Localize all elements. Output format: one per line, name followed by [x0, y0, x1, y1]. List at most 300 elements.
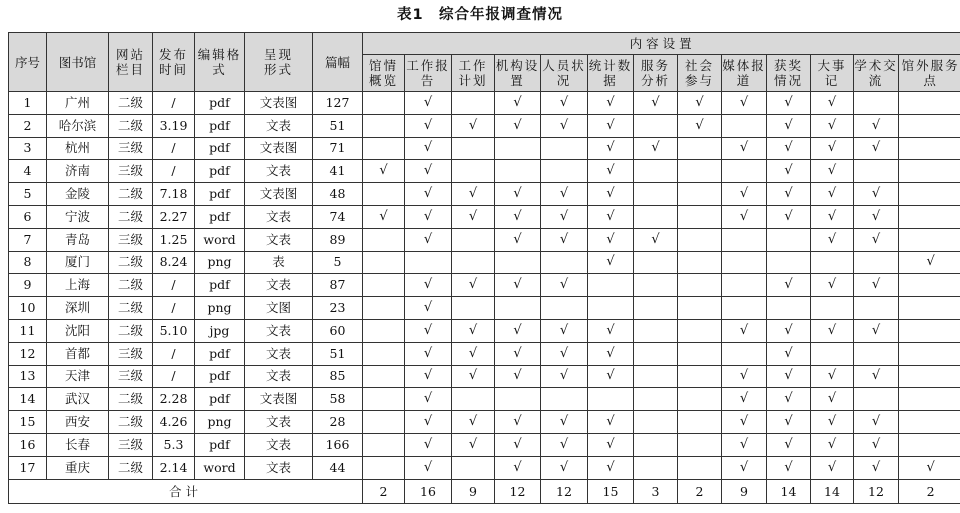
- cell-check: √: [811, 274, 854, 297]
- cell-check: √: [678, 114, 722, 137]
- cell-check: [452, 92, 495, 115]
- cell-check: √: [767, 319, 811, 342]
- cell-library: 首都: [47, 342, 109, 365]
- cell-format: pdf: [195, 92, 245, 115]
- cell-check: √: [495, 205, 541, 228]
- cell-check: √: [495, 92, 541, 115]
- cell-check: [541, 137, 588, 160]
- cell-column: 二级: [109, 456, 153, 479]
- total-value: 2: [899, 479, 960, 503]
- cell-form: 文表: [245, 365, 313, 388]
- cell-check: [452, 160, 495, 183]
- cell-check: √: [405, 342, 452, 365]
- total-value: 9: [452, 479, 495, 503]
- cell-check: √: [405, 160, 452, 183]
- cell-column: 二级: [109, 183, 153, 206]
- cell-check: [363, 228, 405, 251]
- cell-check: √: [588, 456, 634, 479]
- cell-column: 二级: [109, 297, 153, 320]
- header-content-item: 社会参与: [678, 55, 722, 92]
- cell-check: [363, 433, 405, 456]
- cell-check: √: [767, 92, 811, 115]
- cell-check: [678, 183, 722, 206]
- cell-no: 15: [9, 411, 47, 434]
- cell-format: png: [195, 251, 245, 274]
- cell-check: √: [854, 456, 899, 479]
- cell-column: 三级: [109, 342, 153, 365]
- cell-library: 杭州: [47, 137, 109, 160]
- cell-check: [854, 297, 899, 320]
- total-value: 12: [541, 479, 588, 503]
- cell-check: √: [811, 365, 854, 388]
- cell-column: 三级: [109, 160, 153, 183]
- cell-check: [541, 251, 588, 274]
- cell-pages: 51: [313, 342, 363, 365]
- cell-pages: 44: [313, 456, 363, 479]
- cell-check: √: [767, 388, 811, 411]
- cell-check: [363, 274, 405, 297]
- cell-check: √: [854, 319, 899, 342]
- cell-check: √: [767, 342, 811, 365]
- cell-check: [363, 365, 405, 388]
- cell-format: png: [195, 411, 245, 434]
- cell-check: √: [405, 297, 452, 320]
- cell-no: 16: [9, 433, 47, 456]
- cell-check: [767, 251, 811, 274]
- header-form: 呈现形式: [245, 33, 313, 92]
- cell-pages: 60: [313, 319, 363, 342]
- cell-check: √: [495, 456, 541, 479]
- table-row: [9, 92, 960, 115]
- table-row: [9, 114, 960, 137]
- cell-check: √: [495, 114, 541, 137]
- cell-time: /: [153, 342, 195, 365]
- cell-check: √: [854, 274, 899, 297]
- cell-library: 厦门: [47, 251, 109, 274]
- cell-check: [811, 297, 854, 320]
- cell-check: [722, 274, 767, 297]
- header-no: 序号: [9, 33, 47, 92]
- cell-check: [634, 251, 678, 274]
- cell-check: √: [767, 411, 811, 434]
- cell-check: [767, 228, 811, 251]
- cell-check: [899, 205, 960, 228]
- cell-check: [678, 160, 722, 183]
- cell-check: [722, 342, 767, 365]
- cell-column: 二级: [109, 251, 153, 274]
- cell-check: √: [495, 274, 541, 297]
- header-content-item: 服务分析: [634, 55, 678, 92]
- table-row: [9, 388, 960, 411]
- header-pages: 篇幅: [313, 33, 363, 92]
- table-row: [9, 205, 960, 228]
- cell-check: √: [634, 92, 678, 115]
- cell-check: [363, 137, 405, 160]
- table-row: [9, 365, 960, 388]
- cell-time: 4.26: [153, 411, 195, 434]
- cell-check: √: [767, 137, 811, 160]
- cell-time: 8.24: [153, 251, 195, 274]
- cell-check: √: [811, 92, 854, 115]
- cell-check: √: [588, 205, 634, 228]
- report-table: [8, 32, 960, 504]
- cell-pages: 85: [313, 365, 363, 388]
- cell-form: 文表图: [245, 92, 313, 115]
- cell-pages: 89: [313, 228, 363, 251]
- cell-check: [588, 388, 634, 411]
- cell-no: 1: [9, 92, 47, 115]
- cell-check: √: [541, 92, 588, 115]
- cell-column: 二级: [109, 114, 153, 137]
- cell-check: √: [541, 228, 588, 251]
- cell-check: √: [767, 365, 811, 388]
- cell-check: √: [722, 456, 767, 479]
- cell-check: [899, 342, 960, 365]
- cell-form: 文表: [245, 114, 313, 137]
- cell-check: √: [495, 433, 541, 456]
- cell-check: √: [405, 411, 452, 434]
- cell-time: 7.18: [153, 183, 195, 206]
- cell-check: [678, 251, 722, 274]
- cell-check: √: [722, 92, 767, 115]
- cell-check: √: [722, 411, 767, 434]
- cell-check: [678, 228, 722, 251]
- cell-check: [452, 388, 495, 411]
- total-value: 2: [363, 479, 405, 503]
- cell-check: √: [405, 319, 452, 342]
- cell-check: [452, 228, 495, 251]
- cell-check: [541, 160, 588, 183]
- cell-pages: 51: [313, 114, 363, 137]
- header-content-item: 大事记: [811, 55, 854, 92]
- table-row: [9, 228, 960, 251]
- cell-check: √: [811, 228, 854, 251]
- cell-time: /: [153, 365, 195, 388]
- cell-check: [363, 342, 405, 365]
- cell-pages: 58: [313, 388, 363, 411]
- cell-check: √: [405, 228, 452, 251]
- header-content-item: 统计数据: [588, 55, 634, 92]
- cell-check: [811, 251, 854, 274]
- cell-check: √: [363, 160, 405, 183]
- cell-check: [899, 319, 960, 342]
- cell-format: pdf: [195, 433, 245, 456]
- cell-check: √: [811, 433, 854, 456]
- total-value: 14: [767, 479, 811, 503]
- cell-check: √: [405, 92, 452, 115]
- header-content-item: 工作计划: [452, 55, 495, 92]
- cell-check: [899, 114, 960, 137]
- cell-check: √: [541, 342, 588, 365]
- cell-check: [678, 205, 722, 228]
- cell-check: [634, 456, 678, 479]
- cell-check: √: [854, 433, 899, 456]
- table-row: [9, 456, 960, 479]
- table-row: [9, 297, 960, 320]
- header-content-item: 馆外服务点: [899, 55, 960, 92]
- cell-check: √: [495, 342, 541, 365]
- cell-library: 广州: [47, 92, 109, 115]
- cell-pages: 87: [313, 274, 363, 297]
- cell-time: /: [153, 160, 195, 183]
- cell-check: √: [588, 160, 634, 183]
- cell-check: [634, 205, 678, 228]
- cell-check: [634, 411, 678, 434]
- cell-column: 二级: [109, 388, 153, 411]
- cell-check: [634, 297, 678, 320]
- cell-check: √: [363, 205, 405, 228]
- cell-time: /: [153, 137, 195, 160]
- cell-pages: 5: [313, 251, 363, 274]
- cell-pages: 74: [313, 205, 363, 228]
- header-content-item: 获奖情况: [767, 55, 811, 92]
- cell-check: √: [722, 183, 767, 206]
- cell-check: [722, 251, 767, 274]
- cell-format: pdf: [195, 114, 245, 137]
- cell-library: 武汉: [47, 388, 109, 411]
- cell-format: pdf: [195, 137, 245, 160]
- cell-check: [634, 274, 678, 297]
- cell-check: √: [452, 411, 495, 434]
- cell-form: 文表图: [245, 388, 313, 411]
- cell-check: [363, 411, 405, 434]
- cell-check: √: [722, 137, 767, 160]
- total-row: [9, 479, 960, 503]
- cell-form: 表: [245, 251, 313, 274]
- cell-check: [899, 92, 960, 115]
- cell-check: [634, 319, 678, 342]
- cell-check: [541, 297, 588, 320]
- cell-no: 3: [9, 137, 47, 160]
- cell-format: pdf: [195, 342, 245, 365]
- cell-form: 文表: [245, 228, 313, 251]
- cell-column: 三级: [109, 228, 153, 251]
- cell-library: 深圳: [47, 297, 109, 320]
- cell-check: [495, 160, 541, 183]
- total-value: 15: [588, 479, 634, 503]
- total-value: 12: [495, 479, 541, 503]
- header-content: 内容设置: [363, 33, 960, 55]
- cell-time: 2.14: [153, 456, 195, 479]
- cell-no: 14: [9, 388, 47, 411]
- cell-check: √: [811, 114, 854, 137]
- cell-check: [452, 297, 495, 320]
- cell-time: /: [153, 92, 195, 115]
- cell-check: √: [854, 365, 899, 388]
- table-row: [9, 319, 960, 342]
- cell-format: pdf: [195, 274, 245, 297]
- cell-format: jpg: [195, 319, 245, 342]
- cell-time: 5.10: [153, 319, 195, 342]
- cell-check: [678, 388, 722, 411]
- cell-check: √: [452, 205, 495, 228]
- cell-check: √: [452, 183, 495, 206]
- cell-format: pdf: [195, 160, 245, 183]
- cell-check: √: [854, 228, 899, 251]
- cell-check: √: [452, 114, 495, 137]
- cell-check: [854, 388, 899, 411]
- cell-check: √: [811, 411, 854, 434]
- header-column: 网站栏目: [109, 33, 153, 92]
- cell-form: 文表: [245, 160, 313, 183]
- cell-check: [899, 433, 960, 456]
- cell-check: [495, 137, 541, 160]
- cell-check: [495, 297, 541, 320]
- table-row: [9, 274, 960, 297]
- cell-check: [854, 92, 899, 115]
- cell-column: 二级: [109, 319, 153, 342]
- cell-format: word: [195, 228, 245, 251]
- cell-pages: 71: [313, 137, 363, 160]
- cell-check: [722, 160, 767, 183]
- cell-check: [722, 228, 767, 251]
- cell-check: √: [495, 365, 541, 388]
- cell-check: √: [495, 183, 541, 206]
- cell-check: √: [541, 274, 588, 297]
- cell-check: [678, 274, 722, 297]
- cell-form: 文表: [245, 274, 313, 297]
- cell-check: √: [767, 274, 811, 297]
- table-header: [9, 33, 960, 92]
- cell-library: 长春: [47, 433, 109, 456]
- cell-check: √: [634, 137, 678, 160]
- cell-check: √: [811, 388, 854, 411]
- cell-check: [899, 365, 960, 388]
- cell-library: 天津: [47, 365, 109, 388]
- cell-check: [588, 274, 634, 297]
- cell-column: 三级: [109, 433, 153, 456]
- cell-check: [363, 388, 405, 411]
- header-content-item: 馆情概览: [363, 55, 405, 92]
- cell-check: √: [588, 228, 634, 251]
- cell-library: 西安: [47, 411, 109, 434]
- cell-format: pdf: [195, 365, 245, 388]
- cell-check: √: [811, 183, 854, 206]
- cell-no: 2: [9, 114, 47, 137]
- header-time: 发布时间: [153, 33, 195, 92]
- cell-column: 三级: [109, 137, 153, 160]
- header-content-item: 媒体报道: [722, 55, 767, 92]
- cell-check: √: [588, 251, 634, 274]
- cell-check: √: [541, 114, 588, 137]
- cell-check: [363, 183, 405, 206]
- table-row: [9, 183, 960, 206]
- cell-time: 3.19: [153, 114, 195, 137]
- cell-pages: 41: [313, 160, 363, 183]
- total-value: 14: [811, 479, 854, 503]
- cell-check: √: [541, 456, 588, 479]
- table-caption: 表1 综合年报调查情况: [396, 7, 564, 23]
- cell-time: /: [153, 297, 195, 320]
- cell-check: [899, 137, 960, 160]
- cell-library: 青岛: [47, 228, 109, 251]
- cell-library: 沈阳: [47, 319, 109, 342]
- cell-check: √: [722, 365, 767, 388]
- cell-library: 哈尔滨: [47, 114, 109, 137]
- cell-check: [767, 297, 811, 320]
- cell-library: 上海: [47, 274, 109, 297]
- cell-check: √: [588, 365, 634, 388]
- table-row: [9, 342, 960, 365]
- cell-time: 2.28: [153, 388, 195, 411]
- cell-check: [495, 251, 541, 274]
- cell-time: /: [153, 274, 195, 297]
- cell-time: 5.3: [153, 433, 195, 456]
- cell-check: √: [588, 342, 634, 365]
- cell-check: √: [722, 205, 767, 228]
- cell-check: √: [854, 183, 899, 206]
- cell-check: √: [405, 388, 452, 411]
- cell-check: [452, 137, 495, 160]
- cell-check: [811, 342, 854, 365]
- cell-check: √: [899, 251, 960, 274]
- cell-check: √: [854, 205, 899, 228]
- cell-check: [899, 183, 960, 206]
- cell-check: √: [722, 319, 767, 342]
- cell-form: 文表: [245, 205, 313, 228]
- cell-check: [452, 456, 495, 479]
- cell-check: [634, 342, 678, 365]
- cell-check: [405, 251, 452, 274]
- cell-check: [678, 342, 722, 365]
- cell-check: √: [767, 205, 811, 228]
- cell-no: 12: [9, 342, 47, 365]
- cell-library: 重庆: [47, 456, 109, 479]
- table-row: [9, 137, 960, 160]
- cell-check: √: [541, 433, 588, 456]
- table-row: [9, 160, 960, 183]
- cell-check: √: [452, 274, 495, 297]
- cell-no: 13: [9, 365, 47, 388]
- cell-check: √: [452, 319, 495, 342]
- header-content-item: 机构设置: [495, 55, 541, 92]
- cell-check: [678, 297, 722, 320]
- cell-check: [678, 456, 722, 479]
- cell-check: [634, 160, 678, 183]
- total-value: 16: [405, 479, 452, 503]
- table-body: [9, 92, 960, 480]
- cell-check: [363, 319, 405, 342]
- cell-check: √: [495, 411, 541, 434]
- cell-pages: 28: [313, 411, 363, 434]
- cell-form: 文表: [245, 411, 313, 434]
- cell-format: png: [195, 297, 245, 320]
- cell-check: [678, 365, 722, 388]
- cell-check: √: [634, 228, 678, 251]
- cell-check: [678, 411, 722, 434]
- cell-check: [634, 365, 678, 388]
- cell-check: √: [405, 205, 452, 228]
- cell-check: √: [588, 92, 634, 115]
- cell-check: √: [854, 137, 899, 160]
- cell-column: 二级: [109, 205, 153, 228]
- cell-check: [634, 114, 678, 137]
- cell-check: √: [588, 114, 634, 137]
- cell-no: 6: [9, 205, 47, 228]
- cell-check: √: [495, 228, 541, 251]
- cell-check: [634, 183, 678, 206]
- cell-check: [678, 433, 722, 456]
- cell-pages: 23: [313, 297, 363, 320]
- cell-column: 三级: [109, 365, 153, 388]
- cell-format: pdf: [195, 183, 245, 206]
- cell-check: √: [452, 365, 495, 388]
- cell-library: 济南: [47, 160, 109, 183]
- cell-form: 文表图: [245, 137, 313, 160]
- cell-no: 9: [9, 274, 47, 297]
- table-row: [9, 433, 960, 456]
- cell-form: 文表: [245, 319, 313, 342]
